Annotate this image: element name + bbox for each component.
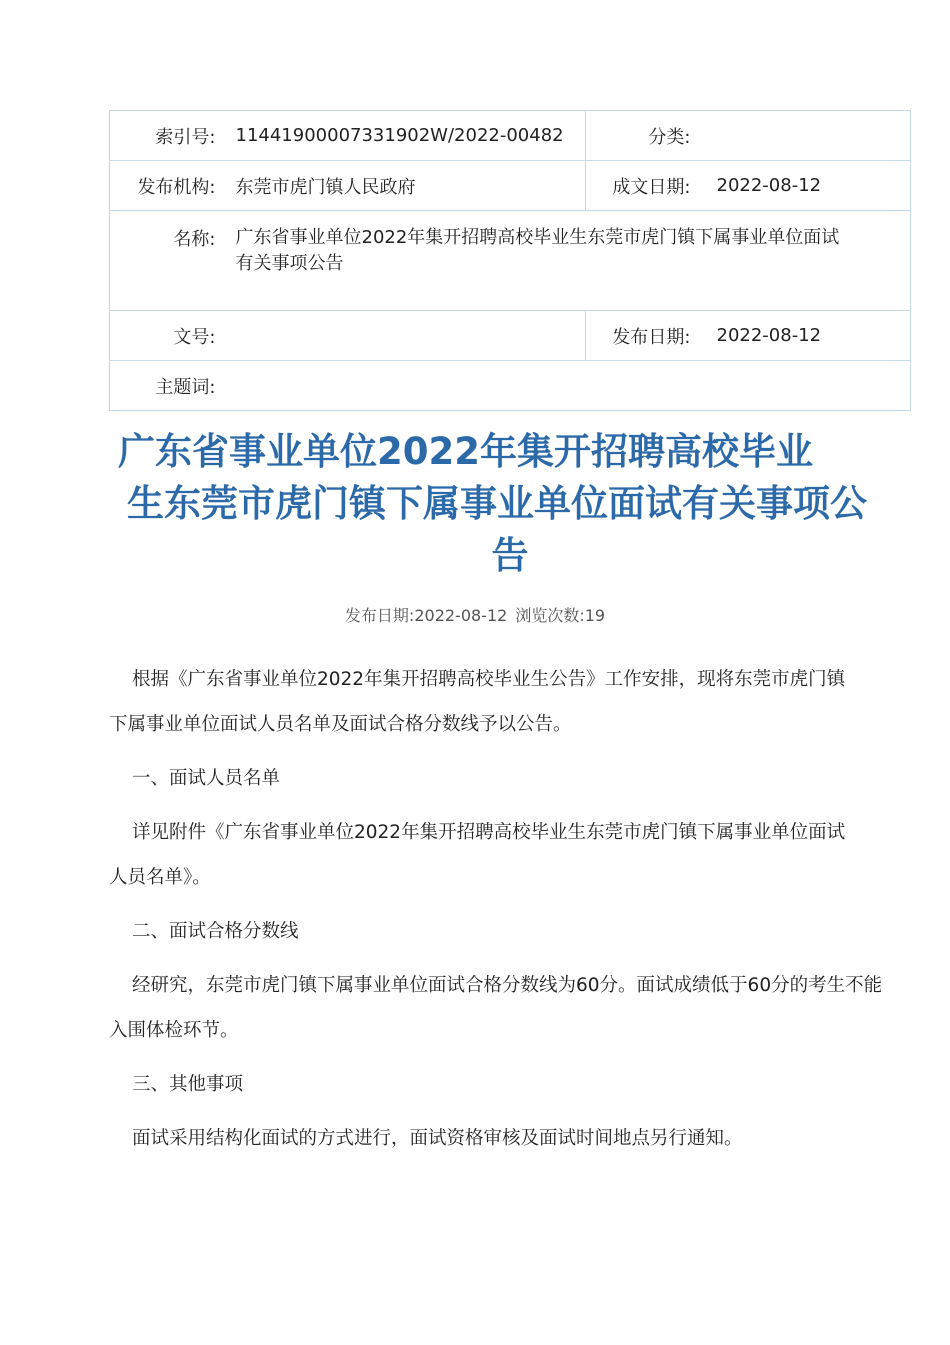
pubinfo-views-label: 浏览次数: <box>515 606 585 625</box>
category-value <box>711 111 911 161</box>
pubinfo-views-value: 19 <box>584 606 606 625</box>
publisher-label: 发布机构: <box>110 161 230 211</box>
docnum-label: 文号: <box>110 311 230 361</box>
body-paragraph-2-line-1: 详见附件《广东省事业单位2022年集开招聘高校毕业生东莞市虎门镇下属事业单位面试 <box>132 822 846 843</box>
doc-date-label: 成文日期: <box>586 161 711 211</box>
title-line-3: 告 <box>491 534 529 577</box>
docnum-value <box>230 311 586 361</box>
section-heading-2: 二、面试合格分数线 <box>132 921 299 942</box>
doc-date-value: 2022-08-12 <box>711 161 911 211</box>
title-line-1: 广东省事业单位2022年集开招聘高校毕业 <box>118 430 813 473</box>
body-paragraph-4: 面试采用结构化面试的方式进行，面试资格审核及面试时间地点另行通知。 <box>132 1128 743 1149</box>
page-title <box>108 426 908 582</box>
index-value: 11441900007331902W/2022-00482 <box>230 111 586 161</box>
name-value <box>230 211 911 311</box>
section-heading-1: 一、面试人员名单 <box>132 768 281 789</box>
name-label: 名称: <box>110 211 230 311</box>
pub-date-label: 发布日期: <box>586 311 711 361</box>
meta-row-keywords <box>110 361 911 411</box>
category-label: 分类: <box>586 111 711 161</box>
name-value-text: 广东省事业单位2022年集开招聘高校毕业生东莞市虎门镇下属事业单位面试有关事项公告 <box>235 227 840 274</box>
keywords-value <box>230 361 911 411</box>
meta-row-index <box>110 111 911 161</box>
document-metadata-table <box>109 110 911 411</box>
body-paragraph-1-line-1: 根据《广东省事业单位2022年集开招聘高校毕业生公告》工作安排，现将东莞市虎门镇 <box>132 669 846 690</box>
publish-info <box>0 604 950 628</box>
body-paragraph-2-line-2: 人员名单》。 <box>109 867 211 888</box>
meta-row-publisher <box>110 161 911 211</box>
body-paragraph-3-line-1: 经研究，东莞市虎门镇下属事业单位面试合格分数线为60分。面试成绩低于60分的考生不能 <box>132 975 883 996</box>
index-label: 索引号: <box>110 111 230 161</box>
title-line-2: 生东莞市虎门镇下属事业单位面试有关事项公 <box>127 482 867 525</box>
keywords-label: 主题词: <box>110 361 230 411</box>
body-paragraph-3-line-2: 入围体检环节。 <box>109 1020 239 1041</box>
publisher-value: 东莞市虎门镇人民政府 <box>230 161 586 211</box>
pubinfo-date-label: 发布日期: <box>344 606 415 625</box>
body-paragraph-1-line-2: 下属事业单位面试人员名单及面试合格分数线予以公告。 <box>109 714 572 735</box>
meta-row-name <box>110 211 911 311</box>
pub-date-value: 2022-08-12 <box>711 311 911 361</box>
section-heading-3: 三、其他事项 <box>132 1074 244 1095</box>
pubinfo-date-value: 2022-08-12 <box>414 606 508 625</box>
meta-row-docnum <box>110 311 911 361</box>
